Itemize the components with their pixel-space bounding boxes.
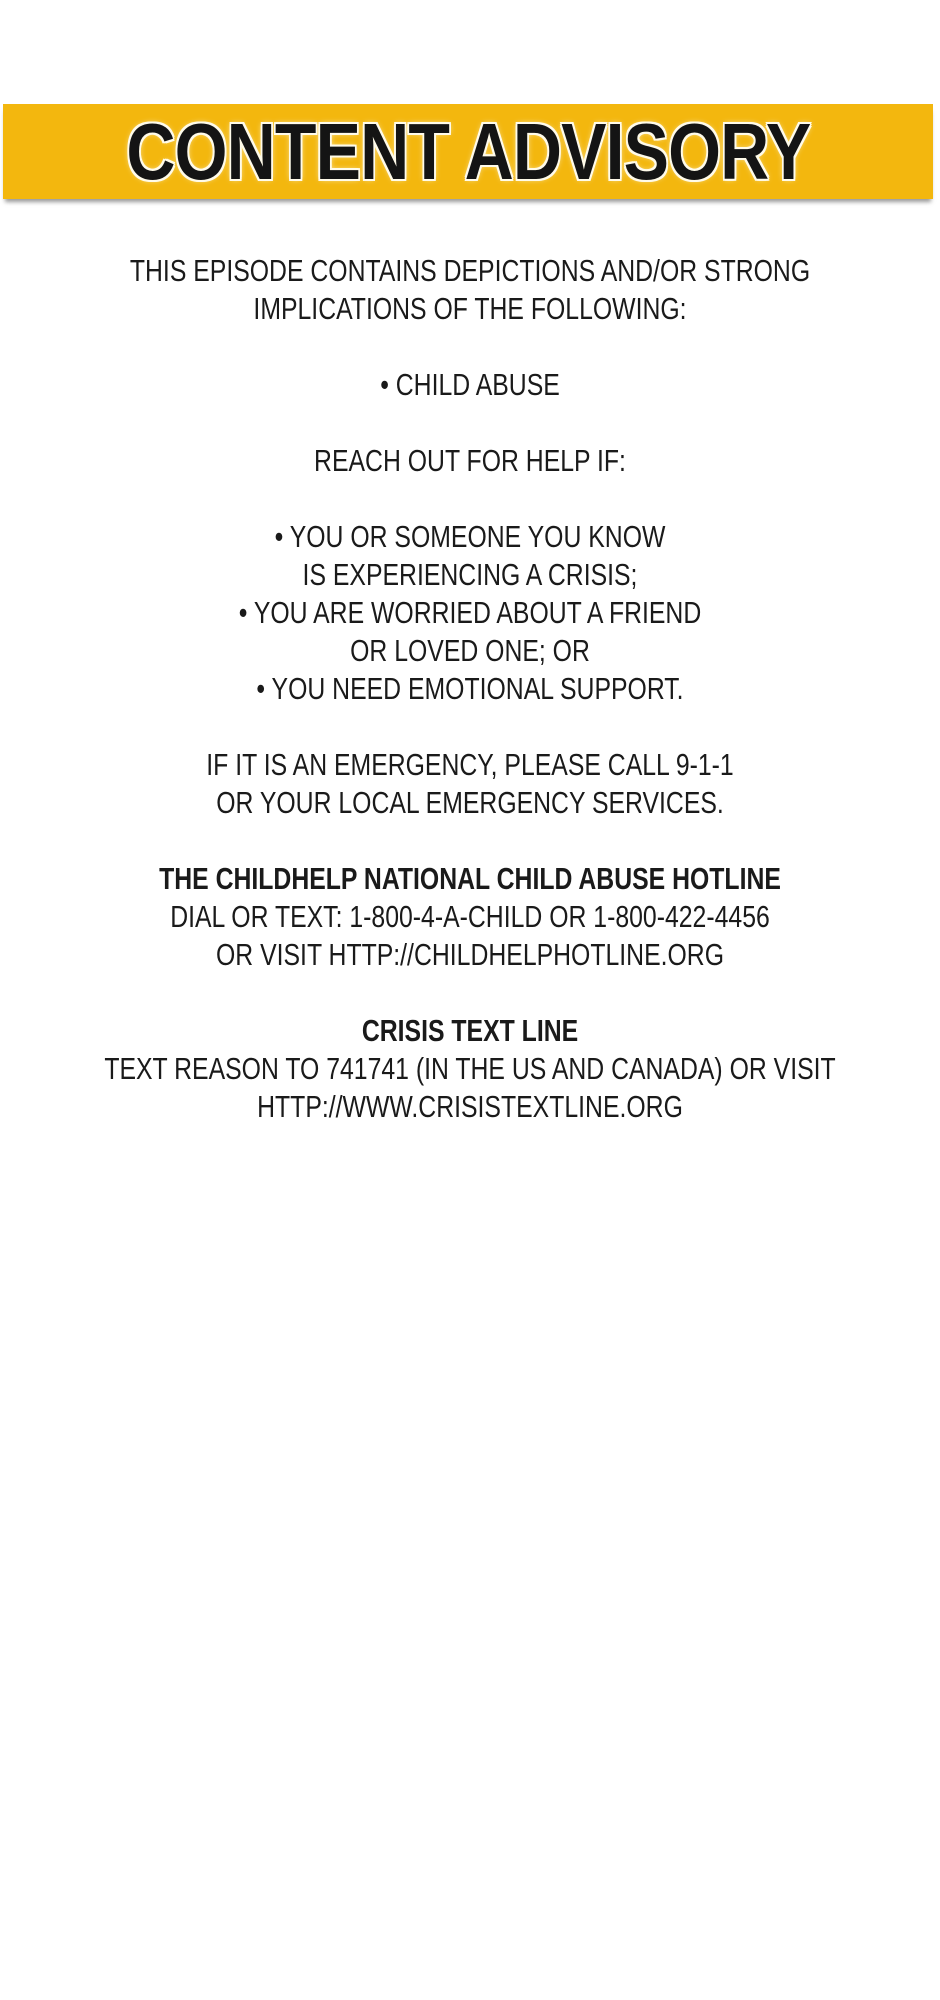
intro-line: IMPLICATIONS OF THE FOLLOWING: xyxy=(253,291,687,326)
reach-out-heading xyxy=(0,442,940,480)
reach-out-line: • YOU NEED EMOTIONAL SUPPORT. xyxy=(256,671,684,706)
crisis-text-line-section xyxy=(0,1012,940,1126)
crisis-text-line-contact-line: TEXT REASON TO 741741 (IN THE US AND CANADA) OR VISIT xyxy=(104,1051,836,1086)
intro-paragraph xyxy=(0,252,940,328)
reach-out-line: IS EXPERIENCING A CRISIS; xyxy=(302,557,638,592)
advisory-body xyxy=(0,252,940,1164)
reach-out-line: OR LOVED ONE; OR xyxy=(350,633,590,668)
reach-out-heading-line: REACH OUT FOR HELP IF: xyxy=(314,443,626,478)
emergency-line: OR YOUR LOCAL EMERGENCY SERVICES. xyxy=(216,785,724,820)
childhelp-url-line: OR VISIT HTTP://CHILDHELPHOTLINE.ORG xyxy=(215,937,725,972)
emergency-paragraph xyxy=(0,746,940,822)
reach-out-line: • YOU OR SOMEONE YOU KNOW xyxy=(274,519,666,554)
childhelp-heading: THE CHILDHELP NATIONAL CHILD ABUSE HOTLINE xyxy=(159,861,781,896)
crisis-text-line-url-line: HTTP://WWW.CRISISTEXTLINE.ORG xyxy=(257,1089,683,1124)
intro-line: THIS EPISODE CONTAINS DEPICTIONS AND/OR STRONG xyxy=(129,253,811,288)
reach-out-line: • YOU ARE WORRIED ABOUT A FRIEND xyxy=(238,595,702,630)
childhelp-section xyxy=(0,860,940,974)
content-list xyxy=(0,366,940,404)
emergency-line: IF IT IS AN EMERGENCY, PLEASE CALL 9-1-1 xyxy=(206,747,734,782)
childhelp-contact-line: DIAL OR TEXT: 1-800-4-A-CHILD OR 1-800-422-4456 xyxy=(170,899,770,934)
content-advisory-banner xyxy=(3,104,933,199)
reach-out-list xyxy=(0,518,940,708)
content-list-item: • CHILD ABUSE xyxy=(380,367,560,402)
crisis-text-line-heading: CRISIS TEXT LINE xyxy=(361,1013,579,1048)
banner-title: CONTENT ADVISORY xyxy=(125,106,811,196)
